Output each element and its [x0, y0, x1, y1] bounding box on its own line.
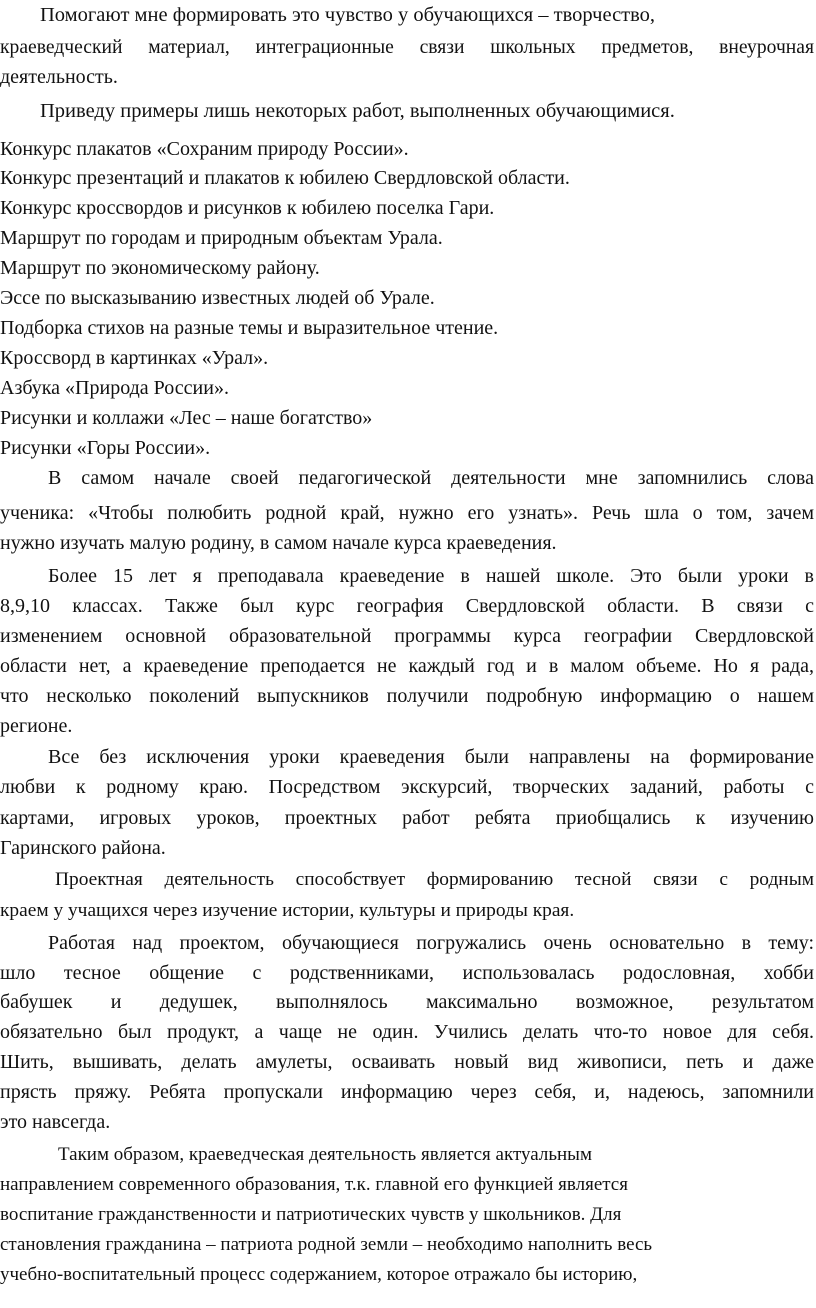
- list-item: Азбука «Природа России».: [0, 377, 229, 399]
- text-line: картами, игровых уроков, проектных работ ребята приобщались к изучению: [0, 807, 814, 829]
- text-line: области нет, а краеведение преподается не каждый год и в малом объеме. Но я рада,: [0, 655, 814, 677]
- list-item: Конкурс плакатов «Сохраним природу России».: [0, 138, 409, 160]
- text-line: краем у учащихся через изучение истории, культуры и природы края.: [0, 900, 575, 921]
- text-line: регионе.: [0, 715, 73, 737]
- text-line: шло тесное общение с родственниками, использовалась родословная, хобби: [0, 962, 814, 984]
- list-item: Подборка стихов на разные темы и выразительное чтение.: [0, 317, 499, 339]
- text-line: ученика: «Чтобы полюбить родной край, нужно его узнать». Речь шла о том, зачем: [0, 502, 814, 524]
- text-line: становления гражданина – патриота родной земли – необходимо наполнить весь: [0, 1234, 653, 1255]
- text-line: Шить, вышивать, делать амулеты, осваивать новый вид живописи, петь и даже: [0, 1051, 814, 1073]
- text-line: 8,9,10 классах. Также был курс география Свердловской области. В связи с: [0, 595, 814, 617]
- list-item: Рисунки «Горы России».: [0, 437, 211, 459]
- text-line: воспитание гражданственности и патриотических чувств у школьников. Для: [0, 1204, 622, 1225]
- text-line: Гаринского района.: [0, 837, 166, 859]
- text-line: обязательно был продукт, а чаще не один. Учились делать что-то новое для себя.: [0, 1021, 814, 1043]
- list-item: Маршрут по экономическому району.: [0, 257, 320, 279]
- list-item: Конкурс презентаций и плакатов к юбилею Свердловской области.: [0, 167, 570, 189]
- text-line: что несколько поколений выпускников получили подробную информацию о нашем: [0, 685, 814, 707]
- list-item: Эссе по высказыванию известных людей об Урале.: [0, 287, 435, 309]
- text-line: учебно-воспитательный процесс содержанием, которое отражало бы историю,: [0, 1264, 638, 1285]
- text-line: прясть пряжу. Ребята пропускали информацию через себя, и, надеюсь, запомнили: [0, 1081, 814, 1103]
- text-line: краеведческий материал, интеграционные связи школьных предметов, внеурочная: [0, 37, 814, 58]
- text-line: Более 15 лет я преподавала краеведение в нашей школе. Это были уроки в: [48, 565, 814, 587]
- text-line: В самом начале своей педагогической деятельности мне запомнились слова: [48, 467, 814, 489]
- text-line: любви к родному краю. Посредством экскурсий, творческих заданий, работы с: [0, 776, 814, 798]
- text-line: Приведу примеры лишь некоторых работ, выполненных обучающимися.: [40, 100, 675, 122]
- list-item: Конкурс кроссвордов и рисунков к юбилею поселка Гари.: [0, 197, 495, 219]
- list-item: Рисунки и коллажи «Лес – наше богатство»: [0, 407, 373, 429]
- text-line: это навсегда.: [0, 1111, 111, 1133]
- list-item: Кроссворд в картинках «Урал».: [0, 347, 269, 369]
- text-line: Таким образом, краеведческая деятельность является актуальным: [58, 1144, 592, 1165]
- text-line: бабушек и дедушек, выполнялось максимально возможное, результатом: [0, 991, 814, 1013]
- text-line: Работая над проектом, обучающиеся погружались очень основательно в тему:: [48, 932, 814, 954]
- text-line: Проектная деятельность способствует формированию тесной связи с родным: [55, 869, 814, 890]
- text-line: направлением современного образования, т.к. главной его функцией является: [0, 1174, 628, 1195]
- text-line: деятельность.: [0, 66, 118, 88]
- text-line: изменением основной образовательной программы курса географии Свердловской: [0, 625, 814, 647]
- list-item: Маршрут по городам и природным объектам Урала.: [0, 227, 443, 249]
- text-line: Все без исключения уроки краеведения были направлены на формирование: [48, 746, 814, 768]
- text-line: Помогают мне формировать это чувство у обучающихся – творчество,: [40, 4, 656, 26]
- text-line: нужно изучать малую родину, в самом начале курса краеведения.: [0, 532, 557, 554]
